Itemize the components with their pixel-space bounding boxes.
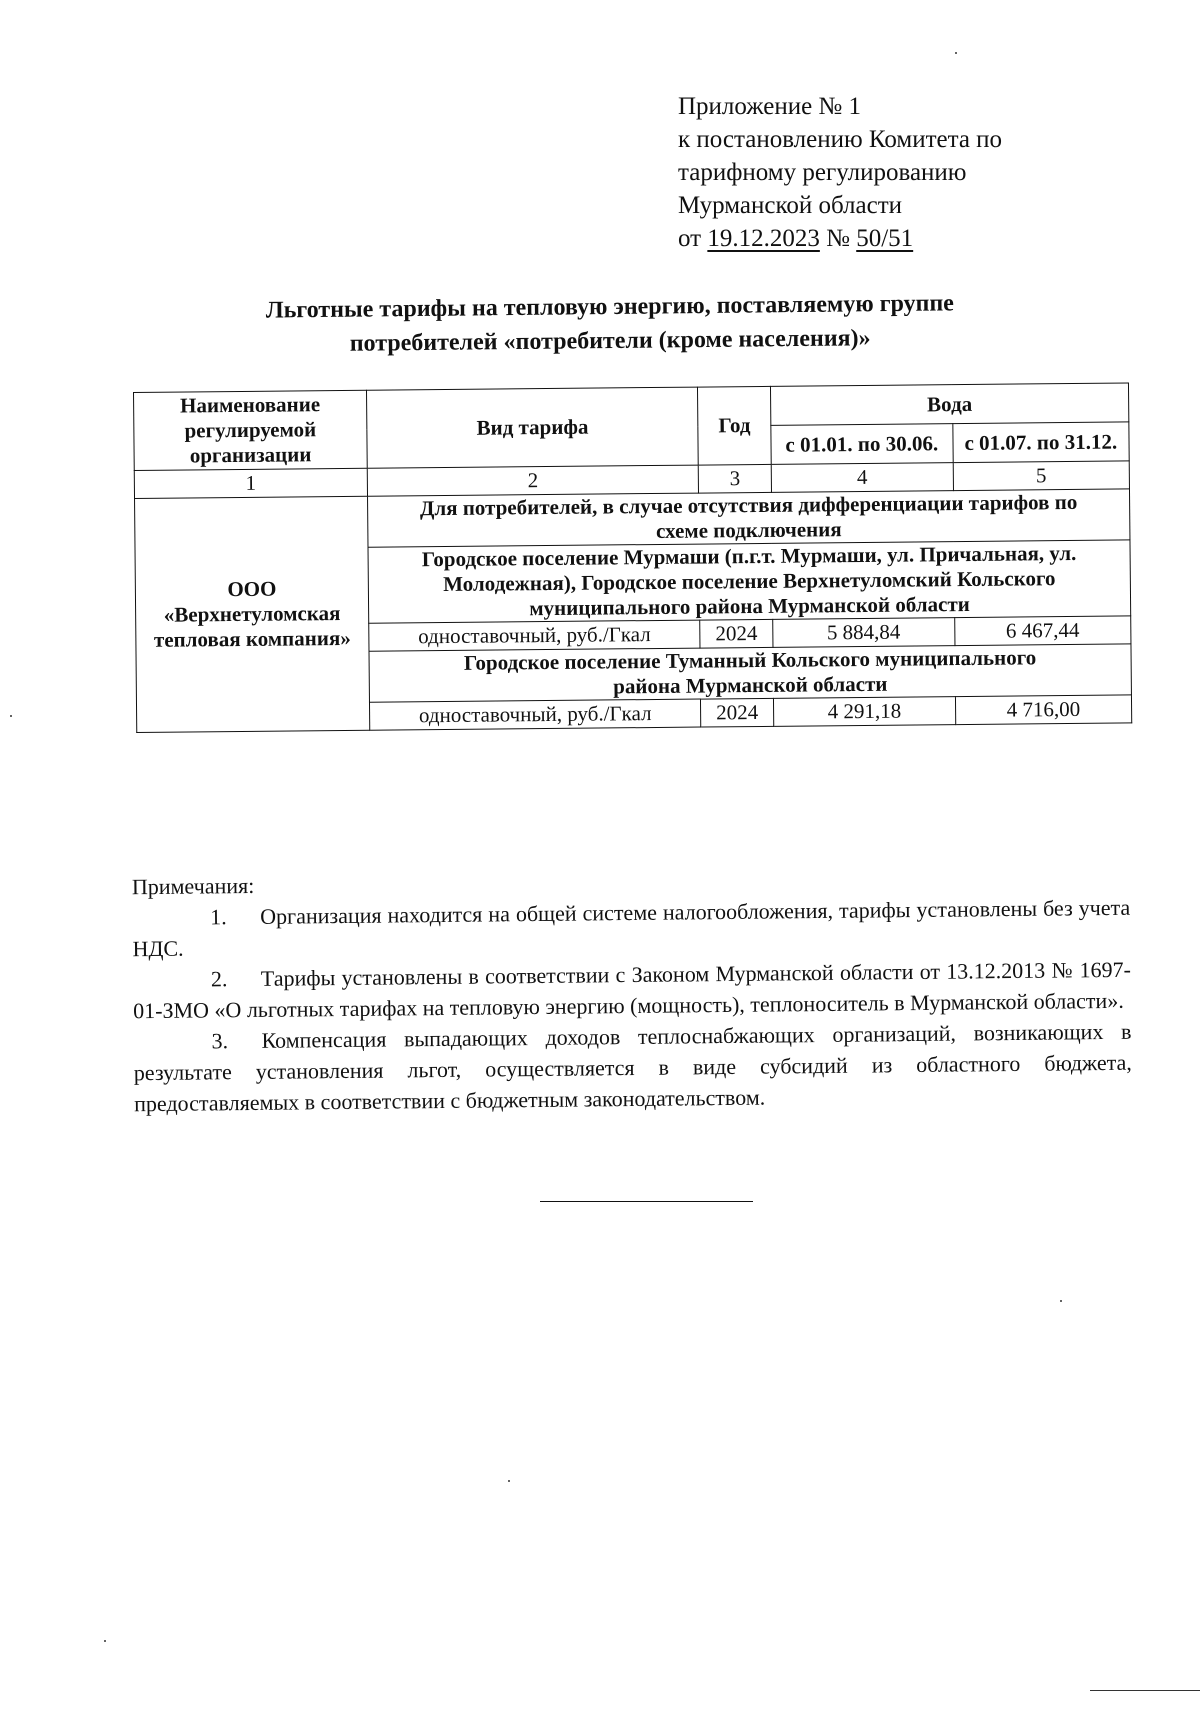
- scan-speck: [955, 52, 957, 54]
- tariff-type-cell: одноставочный, руб./Гкал: [369, 699, 701, 730]
- appendix-block: [678, 90, 1002, 255]
- notes-block: [132, 861, 1133, 1119]
- header-water: Вода: [770, 383, 1128, 425]
- column-number: 4: [771, 463, 953, 493]
- appendix-line-3: тарифному регулированию: [678, 159, 967, 186]
- tariff-value-1: 5 884,84: [773, 618, 955, 648]
- scan-edge-line: [1090, 1690, 1200, 1691]
- column-number: 5: [953, 461, 1130, 491]
- note-number: 2.: [210, 966, 228, 992]
- appendix-date: 19.12.2023: [707, 225, 820, 252]
- notes-heading: Примечания:: [131, 872, 255, 900]
- tariff-value-2: 4 716,00: [955, 695, 1132, 725]
- title-line-1: Льготные тарифы на тепловую энергию, поставляемую группе: [265, 290, 955, 324]
- appendix-number: 50/51: [856, 225, 914, 252]
- note-item: [133, 954, 1132, 1026]
- note-text: Тарифы установлены в соответствии с Законом Мурманской области от 13.12.2013 № 1697-01-ЗМО «О льготных тарифах на тепловую энергию (мощность), теплоноситель в Мурманской области».: [133, 956, 1131, 1024]
- scan-speck: [508, 1480, 510, 1482]
- appendix-line-4: Мурманской области: [678, 192, 903, 219]
- note-item: [132, 892, 1131, 964]
- note-text: Компенсация выпадающих доходов теплоснабжающих организаций, возникающих в результате установления льгот, осуществляется в виде субсидий из областного бюджета, предоставляемых в соответствии с бюджетным законодательством.: [133, 1018, 1132, 1117]
- header-org-name: Наименование регулируемой организации: [134, 390, 368, 470]
- appendix-number-sign: №: [826, 225, 850, 252]
- organization-name: ООО «Верхнетуломская тепловая компания»: [135, 496, 370, 732]
- column-number: 1: [134, 468, 367, 498]
- appendix-line-2: к постановлению Комитета по: [678, 126, 1003, 153]
- appendix-date-prefix: от: [678, 225, 702, 252]
- appendix-date-line: [678, 222, 1002, 255]
- territory-name: Городское поселение Мурмаши (п.г.т. Мурмаши, ул. Причальная, ул. Молодежная), Городское поселение Верхнетуломский Кольского муниципального района Мурманской области: [368, 540, 1131, 623]
- tariff-value-2: 6 467,44: [954, 616, 1131, 646]
- header-tariff-type: Вид тарифа: [366, 387, 698, 468]
- note-text: Организация находится на общей системе налогообложения, тарифы установлены без учета НДС.: [132, 894, 1131, 962]
- scan-speck: [1060, 1300, 1062, 1302]
- document-title: [160, 285, 1061, 362]
- year-cell: 2024: [701, 698, 774, 727]
- tariff-table: [133, 382, 1132, 733]
- note-number: 3.: [211, 1028, 229, 1054]
- title-line-2: потребителей «потребители (кроме населения)»: [349, 325, 871, 357]
- territory-name: Городское поселение Туманный Кольского муниципального района Мурманской области: [369, 644, 1131, 702]
- scan-speck: [104, 1640, 106, 1642]
- section-note: Для потребителей, в случае отсутствия дифференциации тарифов по схеме подключения: [367, 489, 1129, 547]
- end-divider: [540, 1201, 753, 1202]
- year-cell: 2024: [700, 619, 773, 648]
- column-number: 3: [699, 464, 772, 493]
- header-year: Год: [698, 386, 771, 465]
- appendix-line-1: Приложение № 1: [678, 93, 862, 120]
- column-number: 2: [367, 465, 699, 496]
- note-number: 1.: [210, 904, 227, 930]
- note-item: [133, 1016, 1132, 1119]
- tariff-type-cell: одноставочный, руб./Гкал: [369, 620, 701, 651]
- tariff-value-1: 4 291,18: [773, 697, 955, 727]
- scan-speck: [10, 715, 12, 717]
- header-period-1: с 01.01. по 30.06.: [771, 424, 953, 465]
- header-period-2: с 01.07. по 31.12.: [952, 422, 1129, 463]
